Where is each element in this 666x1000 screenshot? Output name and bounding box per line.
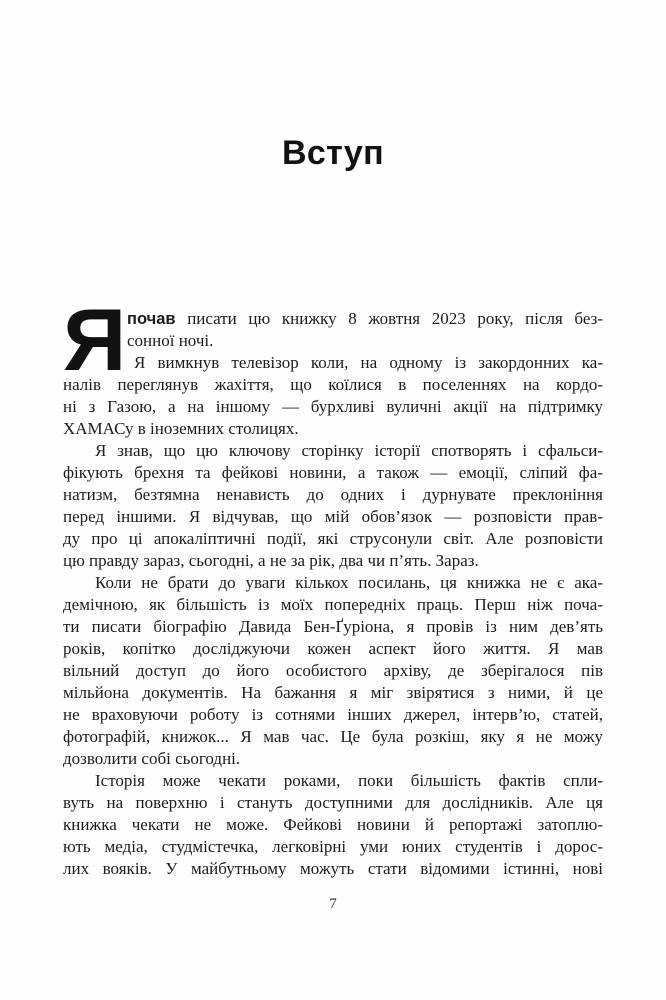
- body-text: [63, 290, 603, 880]
- text-line: налів переглянув жахіття, що коїлися в поселеннях на кордо-: [63, 375, 603, 394]
- text-line: ють медіа, студмістечка, легковірні уми юних студентів і дорос-: [63, 837, 603, 856]
- text-line: ні з Газою, а на іншому — бурхливі вуличні акції на підтримку: [63, 397, 603, 416]
- text-line: ду про ці апокаліптичні події, які струсонули світ. Але розповісти: [63, 529, 603, 548]
- text-line: натизм, безтямна ненависть до одних і дурнувате преклоніння: [63, 485, 603, 504]
- text-line: Коли не брати до уваги кількох посилань, ця книжка не є ака-: [95, 573, 603, 592]
- text-line: Я знав, що цю ключову сторінку історії спотворять і сфальси-: [95, 441, 603, 460]
- text-line: років, копітко досліджуючи кожен аспект його життя. Я мав: [63, 639, 603, 658]
- text-line: фікують брехня та фейкові новини, а також — емоції, сліпий фа-: [63, 463, 603, 482]
- page-number: 7: [329, 896, 337, 912]
- chapter-title: Вступ: [282, 134, 384, 172]
- text-line: цю правду зараз, сьогодні, а не за рік, два чи п’ять. Зараз.: [63, 551, 479, 570]
- text-line-content: писати цю книжку 8 жовтня 2023 року, після без-: [175, 309, 603, 328]
- text-line: вуть на поверхню і стануть доступними для дослідників. Але ця: [63, 793, 603, 812]
- text-line: фотографій, книжок... Я мав час. Це була розкіш, яку я не можу: [63, 727, 603, 746]
- drop-cap-letter: Я: [63, 290, 127, 389]
- text-line: [127, 308, 603, 330]
- text-line: вільний доступ до його особистого архіву, де зберігалося пів: [63, 661, 603, 680]
- text-line: не враховуючи роботу із сотнями інших джерел, інтерв’ю, статей,: [63, 705, 603, 724]
- lead-bold-word: почав: [127, 310, 176, 328]
- text-line: лих вояків. У майбутньому можуть стати відомими істинні, нові: [63, 859, 603, 878]
- text-line: ти писати біографію Давида Бен-Ґуріона, я провів із ним дев’ять: [63, 617, 603, 636]
- text-line: Я вимкнув телевізор коли, на одному із закордонних ка-: [134, 353, 603, 372]
- text-line: мільйона документів. На бажання я міг звірятися з ними, й це: [63, 683, 603, 702]
- text-line: дозволити собі сьогодні.: [63, 749, 241, 768]
- text-line: демічною, як більшість із моїх попередніх праць. Перш ніж поча-: [63, 595, 603, 614]
- text-line: перед іншими. Я відчував, що мій обов’язок — розповісти прав-: [63, 507, 603, 526]
- text-line: сонної ночі.: [127, 331, 214, 350]
- text-line: ХАМАСу в іноземних столицях.: [63, 419, 299, 438]
- text-line: Історія може чекати роками, поки більшість фактів спли-: [95, 771, 603, 790]
- text-line: книжка чекати не може. Фейкові новини й репортажі затоплю-: [63, 815, 603, 834]
